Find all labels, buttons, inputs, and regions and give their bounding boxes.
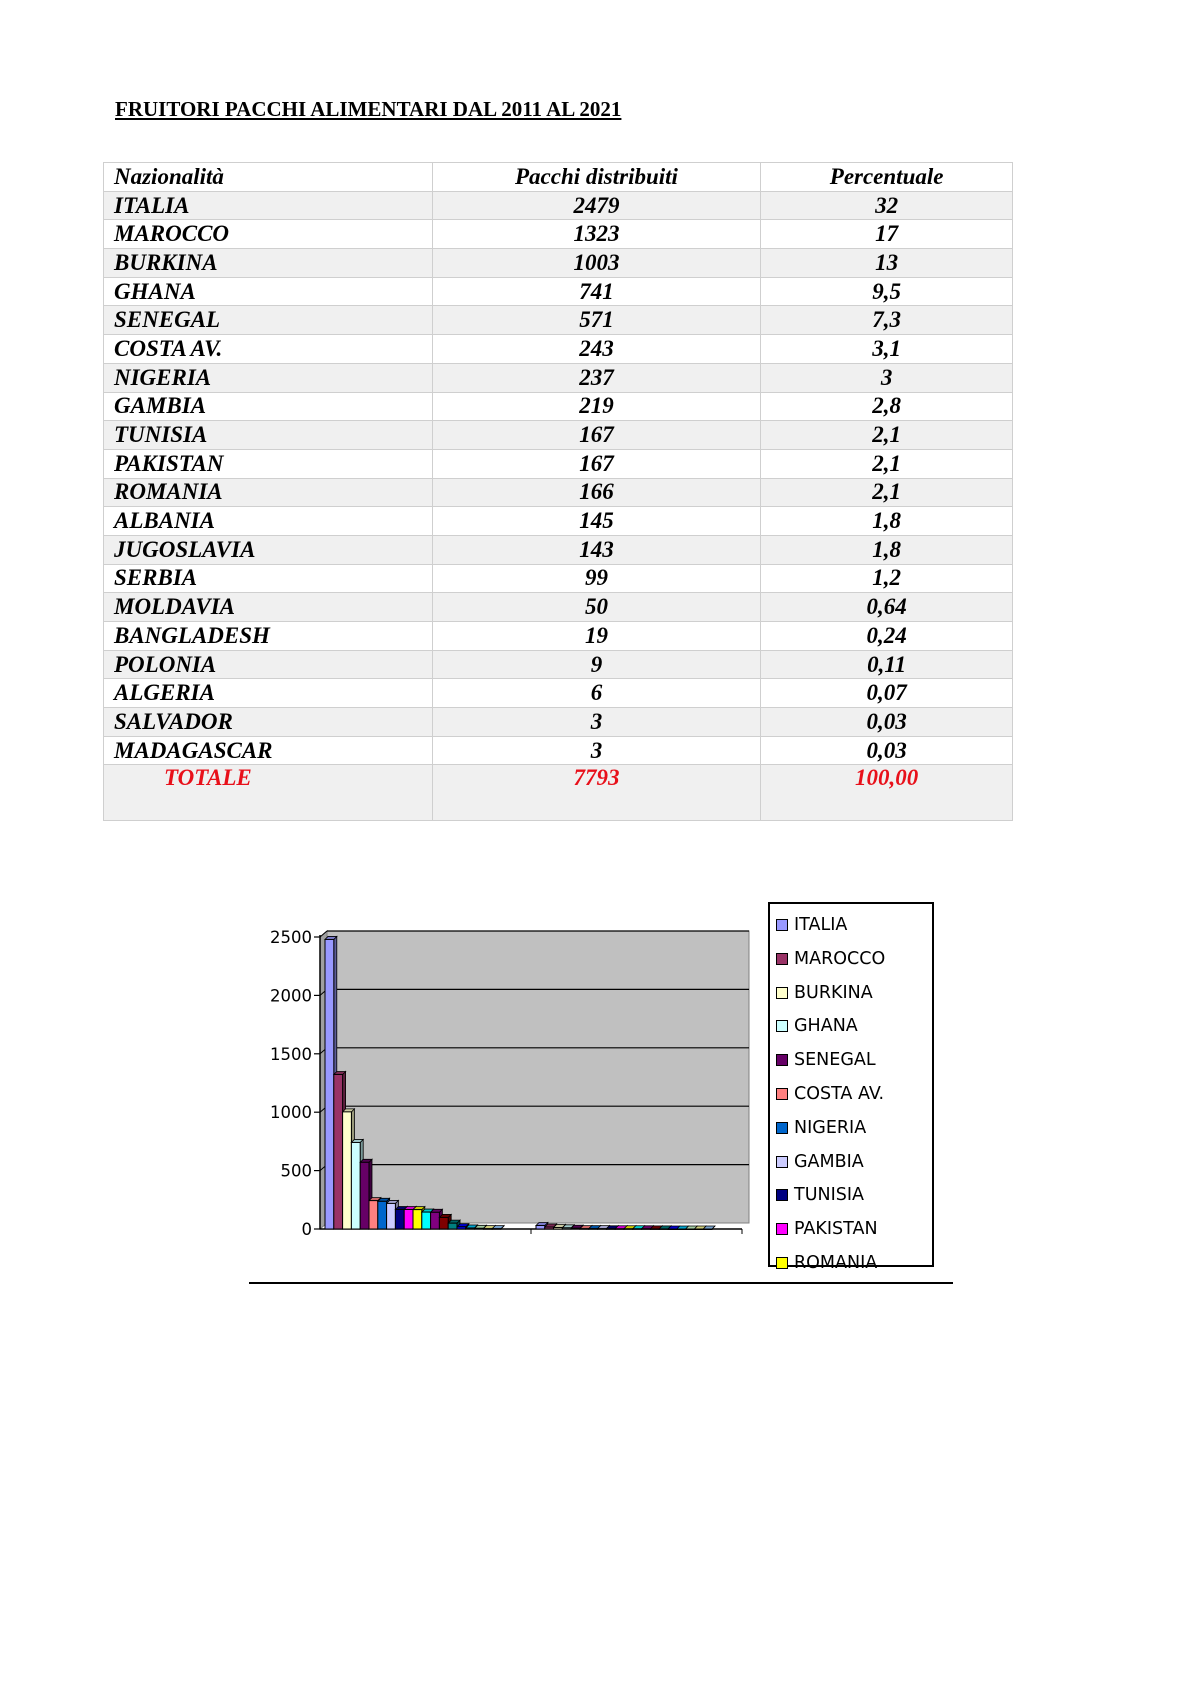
bar (624, 1229, 633, 1230)
bar (703, 1229, 712, 1230)
bar (387, 1203, 396, 1229)
percent-cell: 0,24 (761, 622, 1013, 651)
legend-label: ROMANIA (794, 1253, 878, 1273)
plot-area (327, 931, 749, 1223)
legend-swatch (776, 1156, 788, 1168)
bar (650, 1229, 659, 1230)
total-packages: 7793 (432, 765, 761, 821)
bar (422, 1212, 431, 1229)
document-title: FRUITORI PACCHI ALIMENTARI DAL 2011 AL 2021 (115, 97, 622, 121)
country-cell: JUGOSLAVIA (104, 535, 433, 564)
legend-label: SENEGAL (794, 1050, 876, 1071)
country-cell: ALBANIA (104, 507, 433, 536)
bar (360, 1162, 369, 1229)
header-percent: Percentuale (761, 163, 1013, 192)
country-cell: COSTA AV. (104, 335, 433, 364)
legend-swatch (776, 1088, 788, 1100)
percent-cell: 2,1 (761, 421, 1013, 450)
legend-item (776, 914, 847, 936)
bar (536, 1225, 545, 1229)
bar (395, 1209, 404, 1229)
legend-swatch (776, 919, 788, 931)
bar (369, 1201, 378, 1229)
country-cell: MOLDAVIA (104, 593, 433, 622)
legend-swatch (776, 1122, 788, 1134)
packages-cell: 167 (432, 449, 761, 478)
legend-label: BURKINA (794, 982, 873, 1003)
bar (378, 1201, 387, 1229)
bar (589, 1229, 598, 1230)
country-cell: BURKINA (104, 249, 433, 278)
bar (466, 1228, 475, 1229)
bar (677, 1229, 686, 1230)
legend-label: NIGERIA (794, 1117, 867, 1138)
bar (571, 1228, 580, 1229)
packages-cell: 99 (432, 564, 761, 593)
packages-cell: 237 (432, 363, 761, 392)
packages-cell: 9 (432, 650, 761, 679)
packages-cell: 145 (432, 507, 761, 536)
country-cell: GAMBIA (104, 392, 433, 421)
bar (325, 939, 334, 1229)
y-tick-label: 0 (301, 1220, 312, 1239)
percent-cell: 0,07 (761, 679, 1013, 708)
packages-cell: 1003 (432, 249, 761, 278)
bar (686, 1229, 695, 1230)
packages-cell: 571 (432, 306, 761, 335)
bar (404, 1209, 413, 1229)
percent-cell: 1,8 (761, 507, 1013, 536)
percent-cell: 0,03 (761, 708, 1013, 737)
y-tick-label: 500 (280, 1161, 312, 1181)
bar (334, 1074, 343, 1229)
legend-label: PAKISTAN (794, 1219, 878, 1240)
percent-cell: 7,3 (761, 306, 1013, 335)
legend-swatch (776, 1020, 788, 1032)
legend-label: MAROCCO (794, 948, 886, 969)
y-tick-label: 2000 (270, 986, 312, 1006)
bar (633, 1229, 642, 1230)
legend-swatch (776, 1054, 788, 1066)
packages-cell: 243 (432, 335, 761, 364)
horizontal-rule (249, 1282, 953, 1284)
bar (492, 1229, 501, 1230)
percent-cell: 2,1 (761, 478, 1013, 507)
percent-cell: 2,8 (761, 392, 1013, 421)
header-packages: Pacchi distribuiti (432, 163, 761, 192)
bar (598, 1229, 607, 1230)
bar (413, 1210, 422, 1229)
country-cell: POLONIA (104, 650, 433, 679)
bar (448, 1223, 457, 1229)
packages-cell: 219 (432, 392, 761, 421)
percent-cell: 9,5 (761, 277, 1013, 306)
packages-cell: 2479 (432, 191, 761, 220)
legend-swatch (776, 987, 788, 999)
bar (439, 1217, 448, 1229)
percent-cell: 32 (761, 191, 1013, 220)
y-tick-label: 2500 (270, 928, 312, 947)
legend-label: COSTA AV. (794, 1084, 885, 1104)
legend-item (776, 1151, 864, 1173)
bar (606, 1229, 615, 1230)
packages-cell: 3 (432, 736, 761, 765)
country-cell: ALGERIA (104, 679, 433, 708)
country-cell: SERBIA (104, 564, 433, 593)
bar (343, 1112, 352, 1229)
percent-cell: 3,1 (761, 335, 1013, 364)
country-cell: ITALIA (104, 191, 433, 220)
country-cell: PAKISTAN (104, 449, 433, 478)
y-tick-label: 1000 (270, 1103, 312, 1123)
legend-label: GHANA (794, 1016, 858, 1037)
legend-item (776, 1252, 877, 1274)
percent-cell: 0,03 (761, 736, 1013, 765)
bar (475, 1228, 484, 1229)
percent-cell: 0,11 (761, 650, 1013, 679)
bar (545, 1227, 554, 1229)
legend-swatch (776, 1189, 788, 1201)
legend-item (776, 1218, 878, 1240)
packages-cell: 3 (432, 708, 761, 737)
packages-cell: 143 (432, 535, 761, 564)
packages-cell: 6 (432, 679, 761, 708)
header-nationality: Nazionalità (104, 163, 433, 192)
total-label: TOTALE (104, 765, 433, 821)
packages-cell: 50 (432, 593, 761, 622)
country-cell: NIGERIA (104, 363, 433, 392)
legend-label: ITALIA (794, 915, 848, 935)
bar (554, 1227, 563, 1229)
legend-item (776, 1083, 884, 1105)
packages-cell: 167 (432, 421, 761, 450)
percent-cell: 2,1 (761, 449, 1013, 478)
percent-cell: 1,2 (761, 564, 1013, 593)
country-cell: ROMANIA (104, 478, 433, 507)
bar (431, 1212, 440, 1229)
legend-item (776, 1015, 858, 1037)
bar (659, 1229, 668, 1230)
country-cell: GHANA (104, 277, 433, 306)
legend-label: TUNISIA (794, 1185, 864, 1206)
legend-item (776, 1184, 864, 1206)
legend-item (776, 1049, 876, 1071)
country-cell: MAROCCO (104, 220, 433, 249)
bar (351, 1142, 360, 1229)
packages-cell: 1323 (432, 220, 761, 249)
percent-cell: 17 (761, 220, 1013, 249)
bar (668, 1229, 677, 1230)
percent-cell: 0,64 (761, 593, 1013, 622)
country-cell: SENEGAL (104, 306, 433, 335)
percent-cell: 13 (761, 249, 1013, 278)
packages-cell: 19 (432, 622, 761, 651)
chart-legend (768, 902, 934, 1273)
total-percent: 100,00 (761, 765, 1013, 821)
percent-cell: 3 (761, 363, 1013, 392)
legend-label: GAMBIA (794, 1151, 864, 1172)
country-cell: SALVADOR (104, 708, 433, 737)
bar (694, 1229, 703, 1230)
percent-cell: 1,8 (761, 535, 1013, 564)
legend-item (776, 1117, 866, 1139)
y-tick-label: 1500 (270, 1044, 312, 1064)
country-cell: BANGLADESH (104, 622, 433, 651)
legend-item (776, 982, 873, 1004)
packages-cell: 166 (432, 478, 761, 507)
bar (580, 1229, 589, 1230)
legend-swatch (776, 1257, 788, 1269)
bar (642, 1229, 651, 1230)
bar (483, 1229, 492, 1230)
legend-item (776, 948, 885, 970)
country-cell: MADAGASCAR (104, 736, 433, 765)
legend-swatch (776, 953, 788, 965)
bar (615, 1229, 624, 1230)
bar (562, 1228, 571, 1229)
country-cell: TUNISIA (104, 421, 433, 450)
legend-swatch (776, 1223, 788, 1235)
packages-cell: 741 (432, 277, 761, 306)
bar (457, 1227, 466, 1229)
